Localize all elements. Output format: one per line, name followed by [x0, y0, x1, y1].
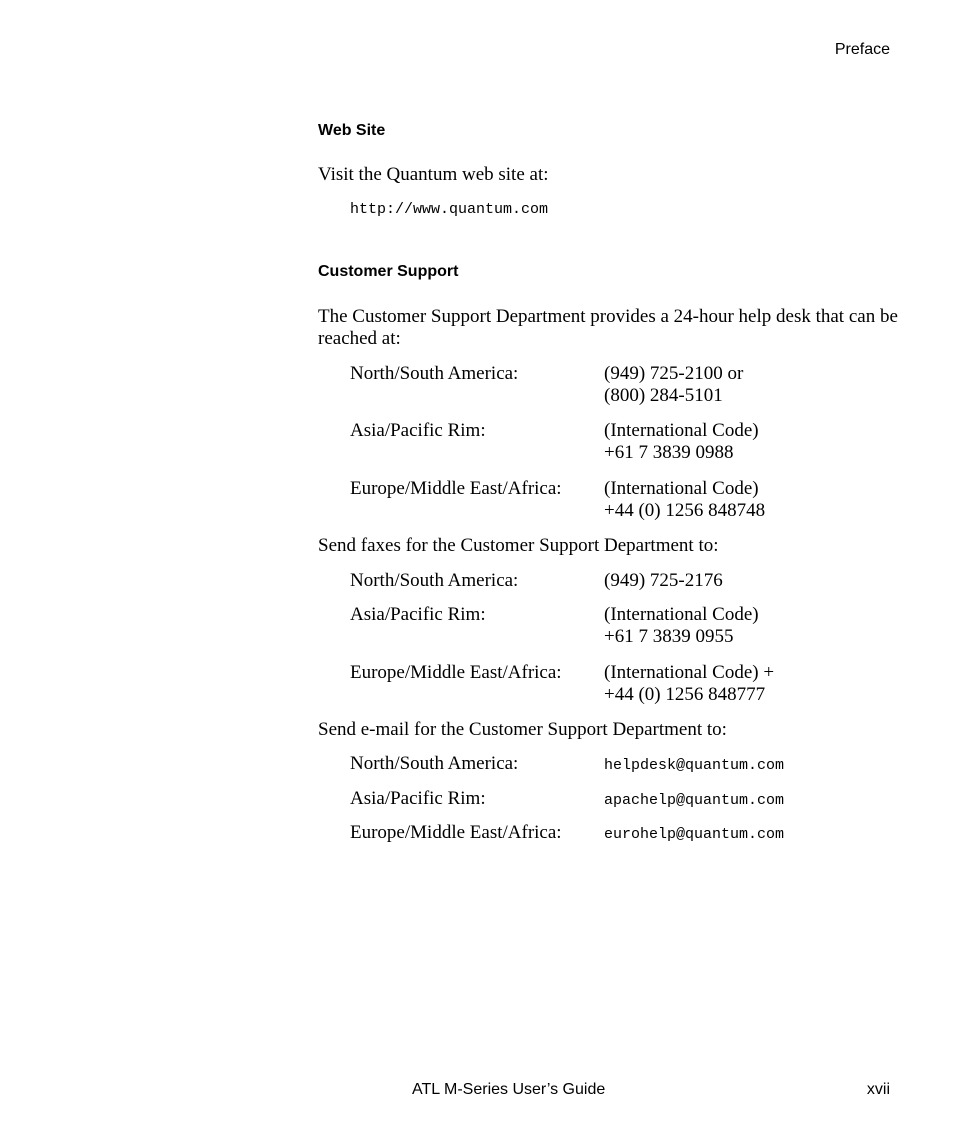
email-intro: Send e-mail for the Customer Support Department to:	[318, 719, 727, 740]
email-region-label: North/South America:	[350, 753, 519, 774]
running-head: Preface	[834, 41, 890, 58]
web-site-url[interactable]: http://www.quantum.com	[350, 201, 549, 218]
phone-number: (949) 725-2100 or (800) 284-5101	[604, 363, 744, 406]
phone-region-label: Europe/Middle East/Africa:	[350, 478, 562, 499]
customer-support-heading: Customer Support	[318, 263, 459, 280]
web-site-heading: Web Site	[318, 122, 386, 139]
footer-page-number: xvii	[866, 1081, 890, 1098]
phone-number: (International Code) +61 7 3839 0988	[604, 420, 759, 463]
footer-title: ATL M-Series User’s Guide	[412, 1081, 606, 1098]
email-region-label: Europe/Middle East/Africa:	[350, 822, 562, 843]
customer-support-intro: The Customer Support Department provides a 24-hour help desk that can be reached at:	[318, 306, 898, 349]
fax-number: (International Code) + +44 (0) 1256 848777	[604, 662, 775, 705]
fax-number: (International Code) +61 7 3839 0955	[604, 604, 759, 647]
email-address-link[interactable]: helpdesk@quantum.com	[604, 757, 785, 774]
fax-region-label: Asia/Pacific Rim:	[350, 604, 486, 625]
email-address-link[interactable]: eurohelp@quantum.com	[604, 826, 785, 843]
phone-number: (International Code) +44 (0) 1256 848748	[604, 478, 766, 521]
fax-number: (949) 725-2176	[604, 570, 723, 591]
phone-region-label: North/South America:	[350, 363, 519, 384]
fax-intro: Send faxes for the Customer Support Department to:	[318, 535, 719, 556]
fax-region-label: North/South America:	[350, 570, 519, 591]
web-site-intro: Visit the Quantum web site at:	[318, 164, 549, 185]
phone-region-label: Asia/Pacific Rim:	[350, 420, 486, 441]
email-address-link[interactable]: apachelp@quantum.com	[604, 792, 785, 809]
email-region-label: Asia/Pacific Rim:	[350, 788, 486, 809]
fax-region-label: Europe/Middle East/Africa:	[350, 662, 562, 683]
